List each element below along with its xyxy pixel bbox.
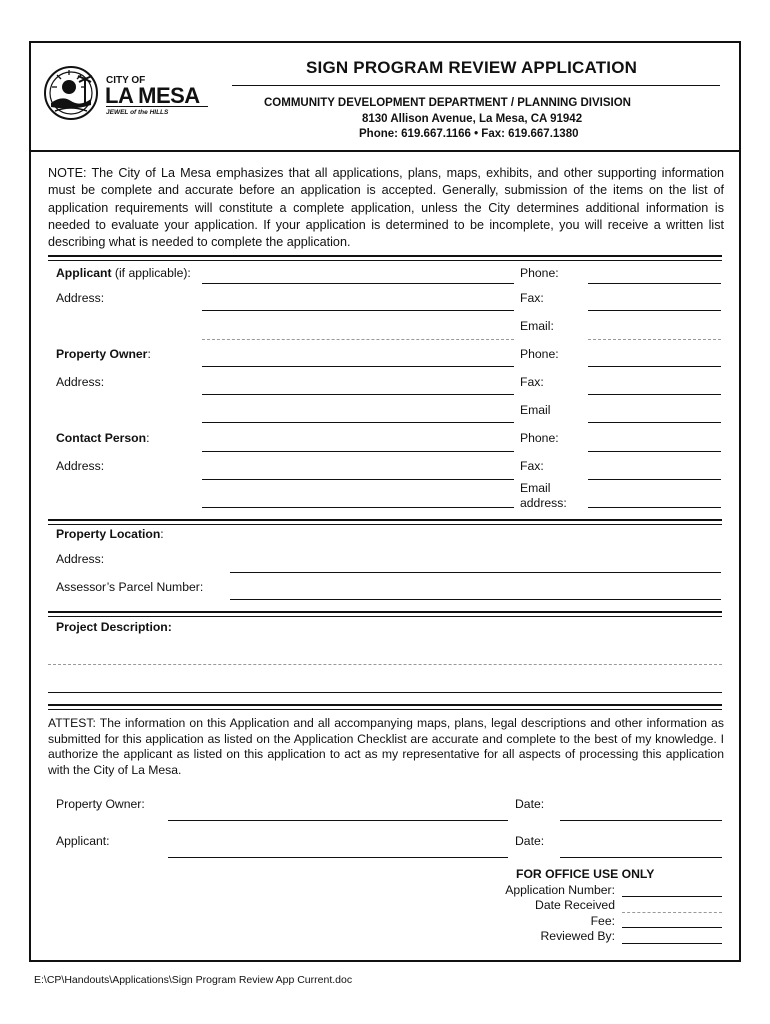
file-path-footer: E:\CP\Handouts\Applications\Sign Program Review App Current.doc bbox=[34, 974, 353, 986]
owner-address-field-1[interactable] bbox=[202, 394, 514, 395]
department: COMMUNITY DEVELOPMENT DEPARTMENT / PLANNING DIVISION bbox=[264, 97, 631, 109]
header-divider bbox=[31, 150, 739, 152]
fee-field[interactable] bbox=[622, 927, 722, 928]
applicant-name-field[interactable] bbox=[202, 283, 514, 284]
fee-label: Fee: bbox=[590, 914, 615, 928]
date-received-label: Date Received bbox=[535, 898, 615, 912]
logo-rule bbox=[106, 106, 208, 107]
applicant-fax-field[interactable] bbox=[588, 310, 721, 311]
applicant-address-field-2[interactable] bbox=[202, 339, 514, 340]
office-phone-fax: Phone: 619.667.1166 • Fax: 619.667.1380 bbox=[359, 128, 579, 140]
contact-address-field-1[interactable] bbox=[202, 479, 514, 480]
applicant-email-label: Email: bbox=[520, 319, 554, 333]
owner-label: Property Owner: bbox=[56, 347, 151, 361]
location-label: Property Location: bbox=[56, 527, 164, 541]
section-divider bbox=[48, 704, 722, 710]
owner-address-label: Address: bbox=[56, 375, 105, 389]
contact-fax-field[interactable] bbox=[588, 479, 721, 480]
owner-fax-label: Fax: bbox=[520, 375, 544, 389]
office-use-title: FOR OFFICE USE ONLY bbox=[516, 867, 655, 881]
contact-address-field-2[interactable] bbox=[202, 507, 514, 508]
applicant-date-label: Date: bbox=[515, 834, 545, 848]
logo-city-of: CITY OF bbox=[106, 75, 146, 86]
logo-tagline: JEWEL of the HILLS bbox=[106, 109, 169, 116]
owner-phone-label: Phone: bbox=[520, 347, 559, 361]
date-received-field[interactable] bbox=[622, 912, 722, 913]
applicant-date-field[interactable] bbox=[560, 857, 722, 858]
contact-label: Contact Person: bbox=[56, 431, 150, 445]
title-underline bbox=[232, 85, 720, 86]
attest-paragraph: ATTEST: The information on this Application and all accompanying maps, plans, legal descriptions and other information as submitted for this application as listed on the Application Checklist are accurate and complete to the best of my knowledge. I authorize the applicant as listed on this application to act as my representative for all aspects of processing this application with the City of La Mesa. bbox=[48, 716, 724, 777]
owner-phone-field[interactable] bbox=[588, 366, 721, 367]
section-divider bbox=[48, 611, 722, 617]
owner-email-label: Email bbox=[520, 403, 551, 417]
contact-email-field[interactable] bbox=[588, 507, 721, 508]
section-divider bbox=[48, 255, 722, 261]
application-number-field[interactable] bbox=[622, 896, 722, 897]
application-number-label: Application Number: bbox=[505, 883, 615, 897]
office-address: 8130 Allison Avenue, La Mesa, CA 91942 bbox=[362, 113, 583, 125]
reviewed-by-label: Reviewed By: bbox=[540, 929, 615, 943]
owner-name-field[interactable] bbox=[202, 366, 514, 367]
city-logo bbox=[42, 63, 212, 130]
contact-fax-label: Fax: bbox=[520, 459, 544, 473]
apn-field[interactable] bbox=[230, 599, 721, 600]
contact-phone-field[interactable] bbox=[588, 451, 721, 452]
project-description-field-2[interactable] bbox=[48, 692, 722, 693]
page-title: SIGN PROGRAM REVIEW APPLICATION bbox=[306, 58, 638, 77]
owner-date-field[interactable] bbox=[560, 820, 722, 821]
applicant-fax-label: Fax: bbox=[520, 291, 544, 305]
owner-signature-label: Property Owner: bbox=[56, 797, 145, 811]
applicant-address-label: Address: bbox=[56, 291, 105, 305]
applicant-label: Applicant (if applicable): bbox=[56, 266, 191, 280]
applicant-signature-field[interactable] bbox=[168, 857, 508, 858]
owner-date-label: Date: bbox=[515, 797, 545, 811]
contact-email-label: Email address: bbox=[520, 481, 567, 510]
logo-name: LA MESA bbox=[105, 83, 200, 108]
contact-name-field[interactable] bbox=[202, 451, 514, 452]
applicant-phone-label: Phone: bbox=[520, 266, 559, 280]
owner-email-field[interactable] bbox=[588, 422, 721, 423]
contact-phone-label: Phone: bbox=[520, 431, 559, 445]
applicant-address-field-1[interactable] bbox=[202, 310, 514, 311]
owner-signature-field[interactable] bbox=[168, 820, 508, 821]
reviewed-by-field[interactable] bbox=[622, 943, 722, 944]
apn-label: Assessor’s Parcel Number: bbox=[56, 580, 204, 594]
section-divider bbox=[48, 519, 722, 525]
location-address-label: Address: bbox=[56, 552, 105, 566]
contact-address-label: Address: bbox=[56, 459, 105, 473]
location-address-field[interactable] bbox=[230, 572, 721, 573]
note-paragraph: NOTE: The City of La Mesa emphasizes that all applications, plans, maps, exhibits, and other supporting information must be complete and accurate before an application is accepted. Generally, submission of the items on the list of application requirements will constitute a complete application, unless the City determines additional information is needed to evaluate your application. If your application is determined to be incomplete, you will receive a written list describing what is needed to complete the application. bbox=[48, 166, 724, 250]
project-description-field-1[interactable] bbox=[48, 664, 722, 665]
owner-address-field-2[interactable] bbox=[202, 422, 514, 423]
owner-fax-field[interactable] bbox=[588, 394, 721, 395]
applicant-phone-field[interactable] bbox=[588, 283, 721, 284]
project-description-label: Project Description: bbox=[56, 620, 172, 634]
applicant-signature-label: Applicant: bbox=[56, 834, 110, 848]
applicant-email-field[interactable] bbox=[588, 339, 721, 340]
